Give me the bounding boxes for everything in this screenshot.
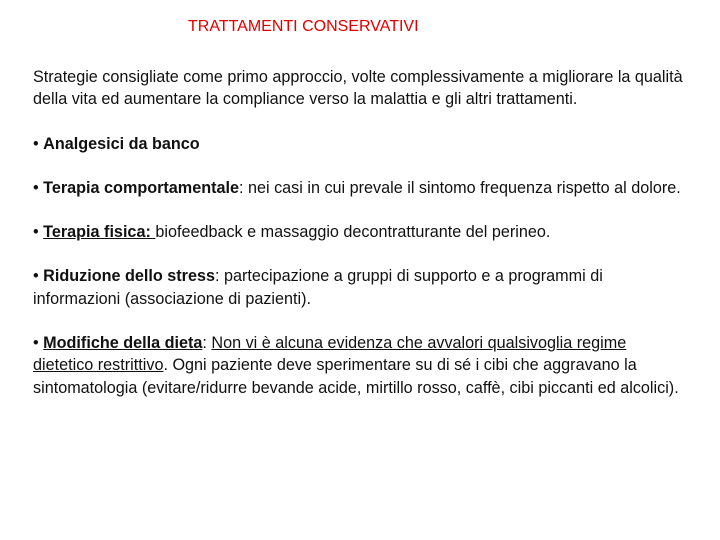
bullet-heading: Modifiche della dieta bbox=[43, 334, 203, 353]
bullet-terapia-comportamentale bbox=[33, 177, 683, 199]
bullet-heading: Terapia fisica: bbox=[43, 223, 156, 242]
bullet-marker: • bbox=[33, 334, 44, 353]
slide-title: TRATTAMENTI CONSERVATIVI bbox=[188, 18, 419, 35]
bullet-heading: Terapia comportamentale bbox=[43, 178, 239, 197]
bullet-modifiche-dieta bbox=[33, 332, 683, 399]
bullet-text: : partecipazione a gruppi di supporto e a programmi di informazioni (associazione di pazienti). bbox=[33, 267, 603, 308]
bullet-text: biofeedback e massaggio decontratturante del perineo. bbox=[155, 223, 551, 242]
slide-body bbox=[33, 66, 683, 421]
bullet-text: . Ogni paziente deve sperimentare su di sé i cibi che aggravano la sintomatologia (evitare/ridurre bevande acide, mirtillo rosso, caffè, cibi piccanti ed alcolici). bbox=[33, 356, 679, 397]
bullet-heading: Riduzione dello stress bbox=[43, 267, 215, 286]
bullet-text: : nei casi in cui prevale il sintomo frequenza rispetto al dolore. bbox=[238, 178, 681, 197]
bullet-marker: • bbox=[33, 134, 44, 153]
bullet-underlined-text: Non vi è alcuna evidenza che avvalori qualsivoglia regime dietetico restrittivo bbox=[33, 334, 627, 375]
bullet-marker: • bbox=[33, 267, 44, 286]
bullet-terapia-fisica bbox=[33, 221, 683, 243]
bullet-heading: Analgesici da banco bbox=[43, 134, 200, 153]
bullet-riduzione-stress bbox=[33, 265, 683, 310]
bullet-marker: • bbox=[33, 223, 44, 242]
intro-paragraph: Strategie consigliate come primo approccio, volte complessivamente a migliorare la qualità della vita ed aumentare la compliance verso la malattia e gli altri trattamenti. bbox=[33, 68, 683, 109]
bullet-analgesici bbox=[33, 133, 683, 155]
bullet-separator: : bbox=[202, 334, 212, 353]
bullet-marker: • bbox=[33, 178, 44, 197]
